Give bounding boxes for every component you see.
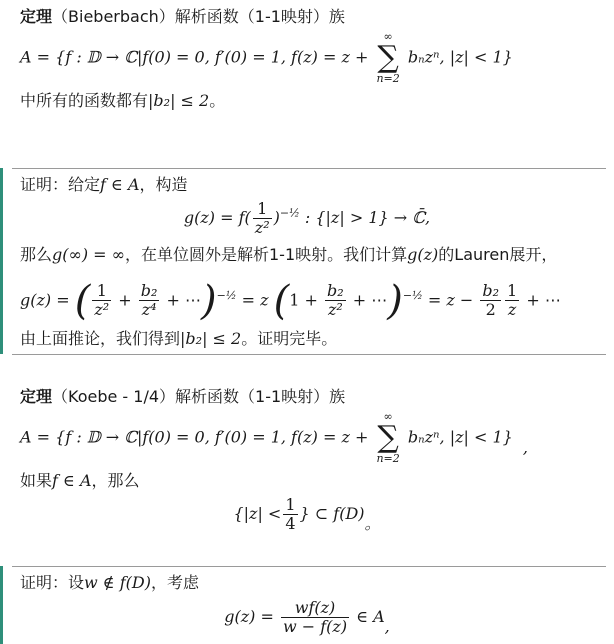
divider <box>12 168 606 169</box>
theorem-1-conclusion: 中所有的函数都有|b₂| ≤ 2。 <box>20 91 226 110</box>
proof-accent-bar <box>0 168 3 354</box>
summation-symbol: ∞ ∑ n=2 <box>376 410 400 465</box>
theorem-2-heading <box>20 386 345 408</box>
theorem-2-label: 定理 <box>20 387 53 406</box>
proof-2-line-1: 证明：设w ∉ f(D)，考虑 <box>20 573 199 592</box>
laurent-expansion: g(z) = ( $\frac{1}{\text{z²}}$ + $\frac{\text{b₂}}{\text{z⁴}}$ + ⋯)$^{-\frac{1}{2}}$ = z (1 + $\frac{\text{b₂}}{\text{z²}}$ + ⋯)$^{-\frac{1}{2}}$ = z − $\frac{\text{b₂}}{2}$ $\frac{1}{z}$ + ⋯ <box>20 277 561 324</box>
theorem-1-label: 定理 <box>20 7 53 26</box>
theorem-2-set-definition: A = {f : 𝔻 → ℂ|f(0) = 0, f′(0) = 1, f(z) = z + ∞ ∑ n=2 bₙzⁿ, |z| < 1}, <box>20 410 528 465</box>
g-definition: g(z) = f( $\frac{1}{\text{z²}}$ )$^{-\frac{1}{2}}$ : {|z| > 1} → ℂ̄, <box>183 199 431 237</box>
proof-1-conclusion: 由上面推论，我们得到|b₂| ≤ 2。证明完毕。 <box>20 329 338 348</box>
divider <box>12 566 606 567</box>
proof-1-line-3: 那么g(∞) = ∞，在单位圆外是解析1-1映射。我们计算g(z)的Lauren展开， <box>20 245 558 264</box>
proof-1-line-1: 证明：给定f ∈ A，构造 <box>20 175 188 194</box>
theorem-2-hypothesis: 如果f ∈ A，那么 <box>20 471 140 490</box>
theorem-2-intro: （Koebe - 1/4）解析函数（1-1映射）族 <box>52 387 346 406</box>
summation-symbol: ∞ ∑ n=2 <box>376 30 400 85</box>
theorem-1-set-definition: A = {f : 𝔻 → ℂ|f(0) = 0, f′(0) = 1, f(z) = z + ∞ ∑ n=2 bₙzⁿ, |z| < 1} <box>20 30 513 85</box>
theorem-1-intro: （Bieberbach）解析函数（1-1映射）族 <box>52 7 345 26</box>
koebe-disc-inclusion: {|z| < $\frac{1}{4}$ } ⊂ f(D)。 <box>233 495 381 533</box>
theorem-1-heading <box>20 6 345 28</box>
g-koebe-definition: g(z) = $\frac{wf(z)}{w - f(z)}$ ∈ A, <box>224 598 390 636</box>
divider <box>12 354 606 355</box>
